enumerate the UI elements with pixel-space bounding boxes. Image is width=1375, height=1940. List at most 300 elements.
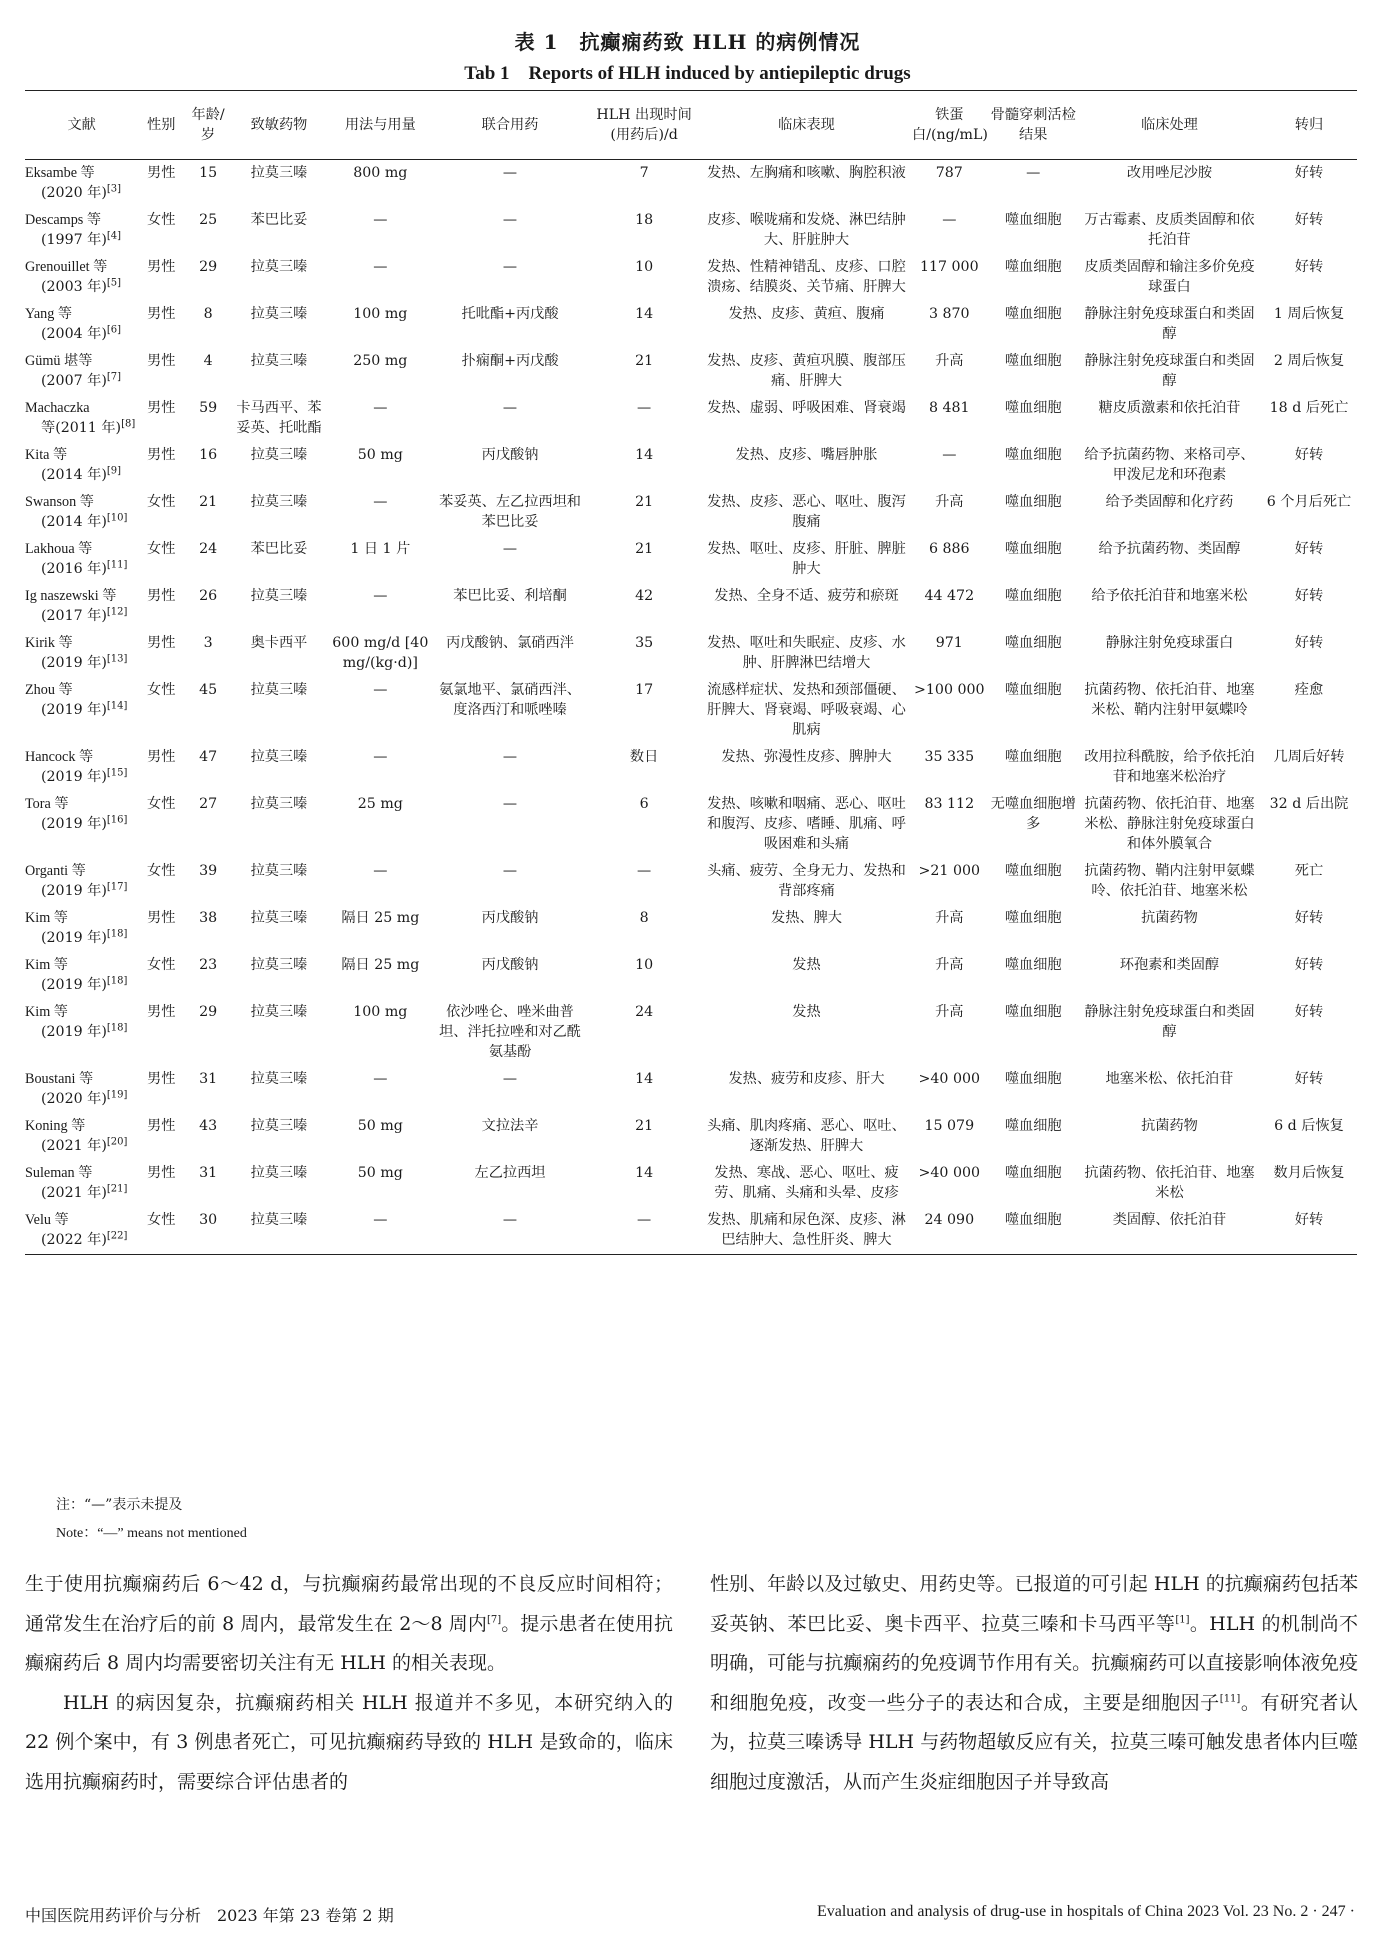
cell-sex: 女性: [147, 541, 176, 557]
citation: [16]: [106, 814, 128, 826]
reference-authors: Lakhoua 等: [25, 541, 93, 557]
reference-year: [25, 767, 136, 787]
cell-marrow: 噬血细胞: [1004, 863, 1062, 879]
cell-clinical: 发热、弥漫性皮疹、脾肿大: [721, 749, 892, 765]
column-header: 性别: [138, 91, 184, 160]
reference-year: [25, 465, 136, 485]
cell-combo: —: [502, 212, 518, 228]
cell-drug: 拉莫三嗪: [250, 353, 308, 369]
cell-reference: [25, 1113, 138, 1160]
table-row: [25, 301, 1357, 348]
cell-treatment: 给予抗菌药物、来格司亭、甲泼尼龙和环孢素: [1084, 447, 1255, 483]
cell-combo: 扑痫酮+丙戊酸: [461, 353, 559, 369]
reference-year: [25, 559, 136, 579]
cell-reference: [25, 254, 138, 301]
table-row: [25, 536, 1357, 583]
cell-onset: 24: [635, 1004, 654, 1020]
cell-marrow: 噬血细胞: [1004, 447, 1062, 463]
reference-authors: Kirik 等: [25, 635, 73, 651]
cell-outcome: 好转: [1294, 1071, 1324, 1087]
cell-drug: 拉莫三嗪: [250, 1165, 308, 1181]
reference-year-text: (2014 年): [41, 514, 107, 530]
cell-ferritin: 8 481: [928, 400, 970, 416]
cell-treatment: 给予依托泊苷和地塞米松: [1091, 588, 1248, 604]
cell-reference: [25, 952, 138, 999]
cell-outcome: 数月后恢复: [1273, 1165, 1345, 1181]
cell-combo: —: [502, 863, 518, 879]
cell-age: 26: [199, 588, 218, 604]
cell-ferritin: >21 000: [918, 863, 981, 879]
reference-authors: Velu 等: [25, 1212, 69, 1228]
cell-combo: —: [435, 1207, 585, 1255]
reference-year: [25, 975, 136, 995]
cell-reference: [25, 1160, 138, 1207]
cell-sex: 男性: [147, 400, 176, 416]
citation: [7]: [106, 371, 122, 383]
reference-year-text: 等(2011 年): [41, 420, 122, 436]
reference-year: [25, 653, 136, 673]
cell-outcome: 好转: [1294, 957, 1324, 973]
table-row: [25, 348, 1357, 395]
reference-authors: Kita 等: [25, 447, 68, 463]
cell-reference: [25, 905, 138, 952]
cell-clinical: 发热: [792, 957, 821, 973]
cell-clinical: 发热、皮疹、黄疸巩膜、腹部压痛、肝脾大: [707, 353, 906, 389]
cell-marrow: 噬血细胞: [1004, 400, 1062, 416]
citation: [8]: [121, 418, 136, 430]
cell-drug: 卡马西平、苯妥英、托吡酯: [236, 400, 322, 436]
cell-outcome: 好转: [1294, 259, 1324, 275]
cell-onset: 14: [635, 306, 654, 322]
cell-dose: —: [373, 588, 388, 604]
column-header: 致敏药物: [232, 91, 326, 160]
reference-authors: Hancock 等: [25, 749, 94, 765]
cell-reference: [25, 348, 138, 395]
reference-year: [25, 324, 136, 344]
cell-ferritin: —: [942, 212, 957, 228]
cell-ferritin: 83 112: [924, 796, 975, 812]
cell-drug: 拉莫三嗪: [250, 306, 308, 322]
cell-ferritin: 升高: [935, 353, 964, 369]
cell-outcome: 6 d 后恢复: [1274, 1118, 1344, 1134]
reference-authors: Kim 等: [25, 957, 68, 973]
cell-marrow: 噬血细胞: [1004, 259, 1062, 275]
cell-ferritin: >40 000: [918, 1071, 981, 1087]
cell-dose: —: [373, 1071, 388, 1087]
cell-sex: 女性: [147, 863, 176, 879]
reference-year-text: (2019 年): [41, 655, 107, 671]
cell-marrow: 噬血细胞: [1004, 635, 1062, 651]
cell-combo: —: [502, 400, 518, 416]
cell-reference: [25, 677, 138, 744]
cell-onset: 14: [635, 447, 654, 463]
cell-dose: 50 mg: [357, 1118, 403, 1134]
table-row: [25, 744, 1357, 791]
cell-clinical: 发热、呕吐、皮疹、肝脏、脾脏肿大: [707, 541, 906, 577]
cell-ferritin: 117 000: [919, 259, 979, 275]
cell-outcome: 2 周后恢复: [1273, 353, 1345, 369]
table-row: [25, 583, 1357, 630]
cell-marrow: —: [1026, 165, 1041, 181]
reference-year-text: (2014 年): [41, 467, 107, 483]
cell-dose: —: [373, 259, 388, 275]
reference-year: [25, 371, 136, 391]
cell-dose: 800 mg: [353, 165, 408, 181]
reference-year-text: (2019 年): [41, 702, 107, 718]
citation: [18]: [106, 928, 128, 940]
cell-age: 43: [199, 1118, 218, 1134]
cell-ferritin: 971: [935, 635, 963, 651]
reference-year-text: (2003 年): [41, 279, 107, 295]
cell-combo: 左乙拉西坦: [474, 1165, 546, 1181]
cell-age: 8: [203, 306, 213, 322]
cell-age: 29: [199, 259, 218, 275]
cell-clinical: 发热、呕吐和失眠症、皮疹、水肿、肝脾淋巴结增大: [707, 635, 906, 671]
cell-reference: [25, 1066, 138, 1113]
cell-onset: 42: [635, 588, 654, 604]
reference-year: [25, 606, 136, 626]
reference-year: [25, 1089, 136, 1109]
cell-drug: 拉莫三嗪: [250, 494, 308, 510]
cell-clinical: 发热、疲劳和皮疹、肝大: [728, 1071, 885, 1087]
cell-treatment: 抗菌药物、依托泊苷、地塞米松、静脉注射免疫球蛋白和体外膜氧合: [1084, 796, 1255, 852]
reference-authors: Kim 等: [25, 1004, 68, 1020]
cell-clinical: 头痛、疲劳、全身无力、发热和背部疼痛: [707, 863, 906, 899]
cell-outcome: 好转: [1294, 635, 1324, 651]
cell-drug: 拉莫三嗪: [250, 957, 308, 973]
cell-outcome: 好转: [1294, 588, 1324, 604]
cell-outcome: 死亡: [1294, 863, 1324, 879]
cell-clinical: 发热、寒战、恶心、呕吐、疲劳、肌痛、头痛和头晕、皮疹: [714, 1165, 899, 1201]
cell-outcome: 好转: [1294, 541, 1324, 557]
cell-ferritin: >40 000: [918, 1165, 981, 1181]
reference-year-text: (2021 年): [41, 1185, 107, 1201]
citation: [9]: [106, 465, 122, 477]
cell-onset: 21: [635, 353, 654, 369]
cell-outcome: 痊愈: [1294, 682, 1324, 698]
cell-outcome: 1 周后恢复: [1273, 306, 1345, 322]
cell-reference: [25, 744, 138, 791]
cell-clinical: 发热、虚弱、呼吸困难、肾衰竭: [707, 400, 906, 416]
hlh-case-table: [25, 90, 1357, 1255]
cell-reference: [25, 160, 138, 208]
reference-year: [25, 1136, 136, 1156]
cell-sex: 男性: [147, 749, 176, 765]
cell-marrow: 噬血细胞: [1004, 212, 1062, 228]
cell-treatment: 改用拉科酰胺，给予依托泊苷和地塞米松治疗: [1084, 749, 1255, 785]
cell-drug: 拉莫三嗪: [250, 447, 308, 463]
cell-age: 45: [199, 682, 218, 698]
cell-age: 39: [199, 863, 218, 879]
cell-drug: 拉莫三嗪: [250, 749, 308, 765]
reference-year-text: (2016 年): [41, 561, 107, 577]
cell-age: 27: [199, 796, 218, 812]
reference-authors: Yang 等: [25, 306, 73, 322]
cell-dose: —: [373, 749, 388, 765]
reference-year: [25, 230, 136, 250]
cell-ferritin: —: [942, 447, 957, 463]
cell-combo: 苯妥英、左乙拉西坦和苯巴比妥: [439, 494, 581, 530]
citation: [18]: [106, 975, 128, 987]
table-row: [25, 1066, 1357, 1113]
cell-sex: 女性: [147, 494, 176, 510]
cell-sex: 男性: [147, 910, 176, 926]
cell-drug: 苯巴比妥: [250, 541, 308, 557]
cell-dose: 100 mg: [353, 306, 408, 322]
cell-ferritin: 升高: [935, 957, 964, 973]
table-row: [25, 952, 1357, 999]
cell-treatment: 抗菌药物: [1141, 910, 1198, 926]
cell-outcome: 几周后好转: [1273, 749, 1345, 765]
cell-ferritin: >100 000: [914, 682, 985, 698]
cell-treatment: 静脉注射免疫球蛋白和类固醇: [1084, 1004, 1255, 1040]
reference-authors: Organti 等: [25, 863, 86, 879]
table-row: [25, 254, 1357, 301]
cell-treatment: 改用唑尼沙胺: [1126, 165, 1213, 181]
body-text: 性别、年龄以及过敏史、用药史等。已报道的可引起 HLH 的抗癫痫药包括苯妥英钠、苯巴比妥、奥卡西平、拉莫三嗪和卡马西平等: [710, 1573, 1358, 1635]
cell-reference: [25, 489, 138, 536]
reference-year-text: (2019 年): [41, 816, 107, 832]
cell-treatment: 给予抗菌药物、类固醇: [1098, 541, 1241, 557]
cell-treatment: 万古霉素、皮质类固醇和依托泊苷: [1084, 212, 1255, 248]
reference-year-text: (2019 年): [41, 1024, 107, 1040]
cell-combo: 丙戊酸钠、氯硝西泮: [446, 635, 574, 651]
cell-dose: 1 日 1 片: [350, 541, 411, 557]
body-text: 生于使用抗癫痫药后 6～42 d，与抗癫痫药最常出现的不良反应时间相符；通常发生在治疗后的前 8 周内，最常发生在 2～8 周内: [25, 1573, 673, 1635]
cell-outcome: 好转: [1261, 1207, 1357, 1255]
cell-marrow: 噬血细胞: [1004, 1071, 1062, 1087]
cell-ferritin: 44 472: [924, 588, 975, 604]
reference-year: [25, 928, 136, 948]
cell-treatment: 抗菌药物、依托泊苷、地塞米松、鞘内注射甲氨蝶呤: [1084, 682, 1255, 718]
reference-year-text: (2004 年): [41, 326, 107, 342]
cell-age: 29: [199, 1004, 218, 1020]
column-header: 年龄/岁: [184, 91, 232, 160]
cell-ferritin: 15 079: [924, 1118, 975, 1134]
cell-ferritin: 升高: [935, 910, 964, 926]
paragraph: [25, 1684, 673, 1803]
cell-clinical: 头痛、肌肉疼痛、恶心、呕吐、逐渐发热、肝脾大: [707, 1118, 906, 1154]
cell-reference: [25, 583, 138, 630]
table-row: [25, 677, 1357, 744]
cell-treatment: 静脉注射免疫球蛋白和类固醇: [1084, 353, 1255, 389]
cell-sex: 女性: [147, 212, 176, 228]
reference-year: [25, 512, 136, 532]
citation: [21]: [106, 1183, 128, 1195]
cell-sex: 男性: [147, 306, 176, 322]
cell-sex: 男性: [147, 447, 176, 463]
cell-combo: 托吡酯+丙戊酸: [461, 306, 559, 322]
cell-onset: 18: [635, 212, 654, 228]
column-header: 文献: [25, 91, 138, 160]
cell-treatment: 环孢素和类固醇: [1119, 957, 1220, 973]
cell-reference: [25, 395, 138, 442]
reference-authors: Suleman 等: [25, 1165, 93, 1181]
reference-year-text: (2017 年): [41, 608, 107, 624]
cell-reference: [25, 301, 138, 348]
table-row: [25, 442, 1357, 489]
reference-authors: Boustani 等: [25, 1071, 94, 1087]
cell-clinical: 发热、左胸痛和咳嗽、胸腔积液: [707, 165, 906, 181]
citation: [12]: [106, 606, 128, 618]
cell-dose: —: [373, 863, 388, 879]
cell-reference: [25, 1207, 138, 1255]
cell-treatment: 类固醇、依托泊苷: [1078, 1207, 1261, 1255]
cell-sex: 男性: [147, 353, 176, 369]
cell-treatment: 静脉注射免疫球蛋白: [1105, 635, 1234, 651]
cell-drug: 拉莫三嗪: [250, 1071, 308, 1087]
cell-drug: 奥卡西平: [250, 635, 308, 651]
cell-age: 16: [199, 447, 218, 463]
cell-marrow: 噬血细胞: [1004, 353, 1062, 369]
cell-onset: 21: [635, 541, 654, 557]
cell-clinical: 发热、性精神错乱、皮疹、口腔溃疡、结膜炎、关节痛、肝脾大: [707, 259, 906, 295]
cell-drug: 拉莫三嗪: [232, 1207, 326, 1255]
column-header: 联合用药: [435, 91, 585, 160]
cell-onset: —: [637, 400, 652, 416]
footer-journal-en: Evaluation and analysis of drug-use in hospitals of China 2023 Vol. 23 No. 2 · 247 ·: [816, 1903, 1355, 1920]
cell-treatment: 抗菌药物、依托泊苷、地塞米松: [1084, 1165, 1255, 1201]
citation: [3]: [106, 183, 122, 195]
citation: [22]: [106, 1230, 128, 1242]
cell-treatment: 地塞米松、依托泊苷: [1105, 1071, 1234, 1087]
cell-dose: 600 mg/d [40 mg/(kg·d)]: [332, 635, 429, 671]
cell-clinical: 流感样症状、发热和颈部僵硬、肝脾大、肾衰竭、呼吸衰竭、心肌病: [707, 682, 906, 738]
cell-sex: 男性: [147, 1004, 176, 1020]
cell-marrow: 噬血细胞: [1004, 306, 1062, 322]
cell-combo: —: [502, 259, 518, 275]
cell-outcome: 好转: [1294, 165, 1324, 181]
cell-drug: 拉莫三嗪: [250, 259, 308, 275]
cell-treatment: 静脉注射免疫球蛋白和类固醇: [1084, 306, 1255, 342]
table-row: [25, 395, 1357, 442]
cell-clinical: 发热、皮疹、恶心、呕吐、腹泻腹痛: [707, 494, 906, 530]
cell-combo: 依沙唑仑、唑米曲普坦、泮托拉唑和对乙酰氨基酚: [439, 1004, 581, 1060]
cell-dose: —: [326, 1207, 435, 1255]
cell-drug: 拉莫三嗪: [250, 910, 308, 926]
reference-year-text: (2007 年): [41, 373, 107, 389]
cell-reference: [25, 207, 138, 254]
reference-year-text: (2020 年): [41, 1091, 107, 1107]
citation: [5]: [106, 277, 122, 289]
cell-sex: 女性: [147, 796, 176, 812]
citation: [10]: [106, 512, 128, 524]
cell-drug: 拉莫三嗪: [250, 165, 308, 181]
cell-ferritin: 升高: [935, 494, 964, 510]
cell-drug: 拉莫三嗪: [250, 796, 308, 812]
cell-combo: 氨氯地平、氯硝西泮、度洛西汀和哌唑嗪: [439, 682, 581, 718]
cell-dose: 50 mg: [357, 1165, 403, 1181]
body-text: 。HLH 的机制尚不明确，可能与抗癫痫药的免疫调节作用有关。抗癫痫药可以直接影响体液免疫和细胞免疫，改变一些分子的表达和合成，主要是细胞因子: [710, 1612, 1358, 1714]
cell-clinical: 发热、肌痛和尿色深、皮疹、淋巴结肿大、急性肝炎、脾大: [703, 1207, 910, 1255]
cell-onset: —: [637, 863, 652, 879]
cell-marrow: 噬血细胞: [1004, 1165, 1062, 1181]
reference-year: [25, 1183, 136, 1203]
cell-onset: 17: [635, 682, 654, 698]
citation: [4]: [106, 230, 122, 242]
cell-combo: 文拉法辛: [481, 1118, 539, 1134]
reference-year-text: (2019 年): [41, 977, 107, 993]
table-header-row: [25, 91, 1357, 160]
cell-combo: 丙戊酸钠: [481, 447, 539, 463]
cell-treatment: 给予类固醇和化疗药: [1105, 494, 1234, 510]
cell-reference: [25, 536, 138, 583]
reference-year-text: (2021 年): [41, 1138, 107, 1154]
body-text: 。有研究者认为，拉莫三嗪诱导 HLH 与药物超敏反应有关，拉莫三嗪可触发患者体内巨噬细胞过度激活，从而产生炎症细胞因子并导致高: [710, 1691, 1358, 1793]
cell-reference: [25, 791, 138, 858]
reference-year-text: (2019 年): [41, 883, 107, 899]
cell-marrow: 噬血细胞: [1004, 682, 1062, 698]
cell-sex: 男性: [147, 1071, 176, 1087]
cell-clinical: 发热、皮疹、嘴唇肿胀: [735, 447, 878, 463]
cell-onset: 14: [635, 1165, 654, 1181]
table-row: [25, 905, 1357, 952]
cell-marrow: 噬血细胞: [989, 1207, 1078, 1255]
citation: [20]: [106, 1136, 128, 1148]
citation: [18]: [106, 1022, 128, 1034]
table-row: [25, 489, 1357, 536]
cell-dose: 隔日 25 mg: [341, 910, 420, 926]
citation: [19]: [106, 1089, 128, 1101]
cell-age: 23: [199, 957, 218, 973]
cell-ferritin: 6 886: [928, 541, 970, 557]
table-row: [25, 858, 1357, 905]
reference-year: [25, 881, 136, 901]
reference-authors: Tora 等: [25, 796, 69, 812]
citation: [11]: [1219, 1693, 1241, 1705]
footer-journal-zh: 中国医院用药评价与分析 2023 年第 23 卷第 2 期: [25, 1906, 394, 1925]
cell-sex: 女性: [138, 1207, 184, 1255]
table-body: [25, 160, 1357, 1255]
cell-marrow: 无噬血细胞增多: [990, 796, 1076, 832]
cell-age: 31: [199, 1071, 218, 1087]
cell-combo: —: [502, 1071, 518, 1087]
cell-marrow: 噬血细胞: [1004, 588, 1062, 604]
table-caption-en: Tab 1 Reports of HLH induced by antiepileptic drugs: [464, 63, 911, 84]
body-column-left: [25, 1565, 673, 1802]
table-note-en: Note：“—” means not mentioned: [56, 1526, 247, 1541]
cell-outcome: 18 d 后死亡: [1269, 400, 1349, 416]
cell-ferritin: 24 090: [910, 1207, 988, 1255]
reference-year: [25, 700, 136, 720]
cell-sex: 女性: [147, 682, 176, 698]
cell-dose: 250 mg: [353, 353, 408, 369]
cell-marrow: 噬血细胞: [1004, 957, 1062, 973]
cell-onset: 14: [635, 1071, 654, 1087]
reference-authors: Ig naszewski 等: [25, 588, 117, 604]
cell-treatment: 糖皮质激素和依托泊苷: [1098, 400, 1241, 416]
cell-clinical: 发热、全身不适、疲劳和瘀斑: [714, 588, 899, 604]
table-row: [25, 791, 1357, 858]
cell-clinical: 发热: [792, 1004, 821, 1020]
table-note-zh: 注：“—”表示未提及: [56, 1497, 183, 1513]
cell-onset: 10: [635, 259, 654, 275]
cell-drug: 拉莫三嗪: [250, 588, 308, 604]
cell-outcome: 32 d 后出院: [1269, 796, 1349, 812]
reference-year: [25, 814, 136, 834]
citation: [13]: [106, 653, 128, 665]
cell-treatment: 皮质类固醇和输注多价免疫球蛋白: [1084, 259, 1255, 295]
cell-onset: 数日: [629, 749, 659, 765]
cell-reference: [25, 630, 138, 677]
cell-age: 21: [199, 494, 218, 510]
cell-drug: 拉莫三嗪: [250, 1118, 308, 1134]
cell-dose: 50 mg: [357, 447, 403, 463]
cell-age: 47: [199, 749, 218, 765]
cell-dose: —: [373, 212, 388, 228]
cell-onset: 6: [639, 796, 649, 812]
cell-age: 31: [199, 1165, 218, 1181]
